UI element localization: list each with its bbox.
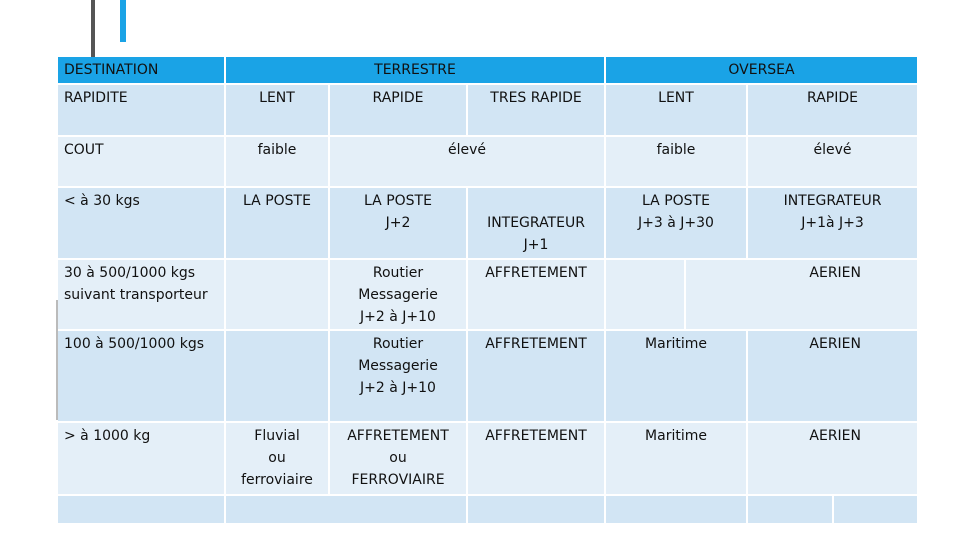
cell-100-500kg-routier: Routier Messagerie J+2 à J+10 (330, 331, 468, 423)
cell-under-30kg-oversea-integrateur: INTEGRATEUR J+1à J+3 (748, 188, 919, 260)
cell-rapidite-oversea-lent: LENT (606, 85, 748, 137)
cell-rapidite-lent: LENT (226, 85, 330, 137)
cell-over-1000kg-aerien: AERIEN (748, 423, 919, 496)
cell-30-500kg-aerien: AERIEN (686, 260, 919, 331)
row-label-cout: COUT (58, 137, 226, 188)
cell-under-30kg-oversea-poste: LA POSTE J+3 à J+30 (606, 188, 748, 260)
cell-100-500kg-affretement: AFFRETEMENT (468, 331, 606, 423)
cell-100-500kg-aerien: AERIEN (748, 331, 919, 423)
header-terrestre: TERRESTRE (226, 57, 606, 85)
cell-cout-oversea-eleve: élevé (748, 137, 919, 188)
cell-under-30kg-poste: LA POSTE (226, 188, 330, 260)
cell-30-500kg-empty (226, 260, 330, 331)
empty-row-cell (226, 496, 468, 525)
cell-cout-eleve: élevé (330, 137, 606, 188)
empty-row-cell (834, 496, 919, 525)
cell-30-500kg-oversea-empty (606, 260, 686, 331)
header-oversea: OVERSEA (606, 57, 919, 85)
transport-table (58, 57, 919, 525)
cell-rapidite-tres-rapide: TRES RAPIDE (468, 85, 606, 137)
cell-over-1000kg-fluvial: Fluvial ou ferroviaire (226, 423, 330, 496)
cell-rapidite-oversea-rapide: RAPIDE (748, 85, 919, 137)
empty-row-cell (58, 496, 226, 525)
cell-under-30kg-integrateur: INTEGRATEUR J+1 (468, 188, 606, 260)
cell-rapidite-rapide: RAPIDE (330, 85, 468, 137)
cell-30-500kg-affretement: AFFRETEMENT (468, 260, 606, 331)
empty-row-cell (606, 496, 748, 525)
cell-cout-oversea-faible: faible (606, 137, 748, 188)
row-label-over-1000kg: > à 1000 kg (58, 423, 226, 496)
cell-over-1000kg-affretement-ferroviaire: AFFRETEMENT ou FERROVIAIRE (330, 423, 468, 496)
row-label-30-500kg: 30 à 500/1000 kgs suivant transporteur (58, 260, 226, 331)
row-label-rapidite: RAPIDITE (58, 85, 226, 137)
row-label-under-30kg: < à 30 kgs (58, 188, 226, 260)
empty-row-cell (468, 496, 606, 525)
cell-over-1000kg-affretement: AFFRETEMENT (468, 423, 606, 496)
cell-under-30kg-poste-j2: LA POSTE J+2 (330, 188, 468, 260)
cell-cout-faible: faible (226, 137, 330, 188)
cell-30-500kg-routier: Routier Messagerie J+2 à J+10 (330, 260, 468, 331)
cell-100-500kg-empty (226, 331, 330, 423)
frame-line-accent (120, 0, 126, 42)
cell-100-500kg-maritime: Maritime (606, 331, 748, 423)
header-destination: DESTINATION (58, 57, 226, 85)
empty-row-cell (748, 496, 834, 525)
cell-over-1000kg-maritime: Maritime (606, 423, 748, 496)
row-label-100-500kg: 100 à 500/1000 kgs (58, 331, 226, 423)
